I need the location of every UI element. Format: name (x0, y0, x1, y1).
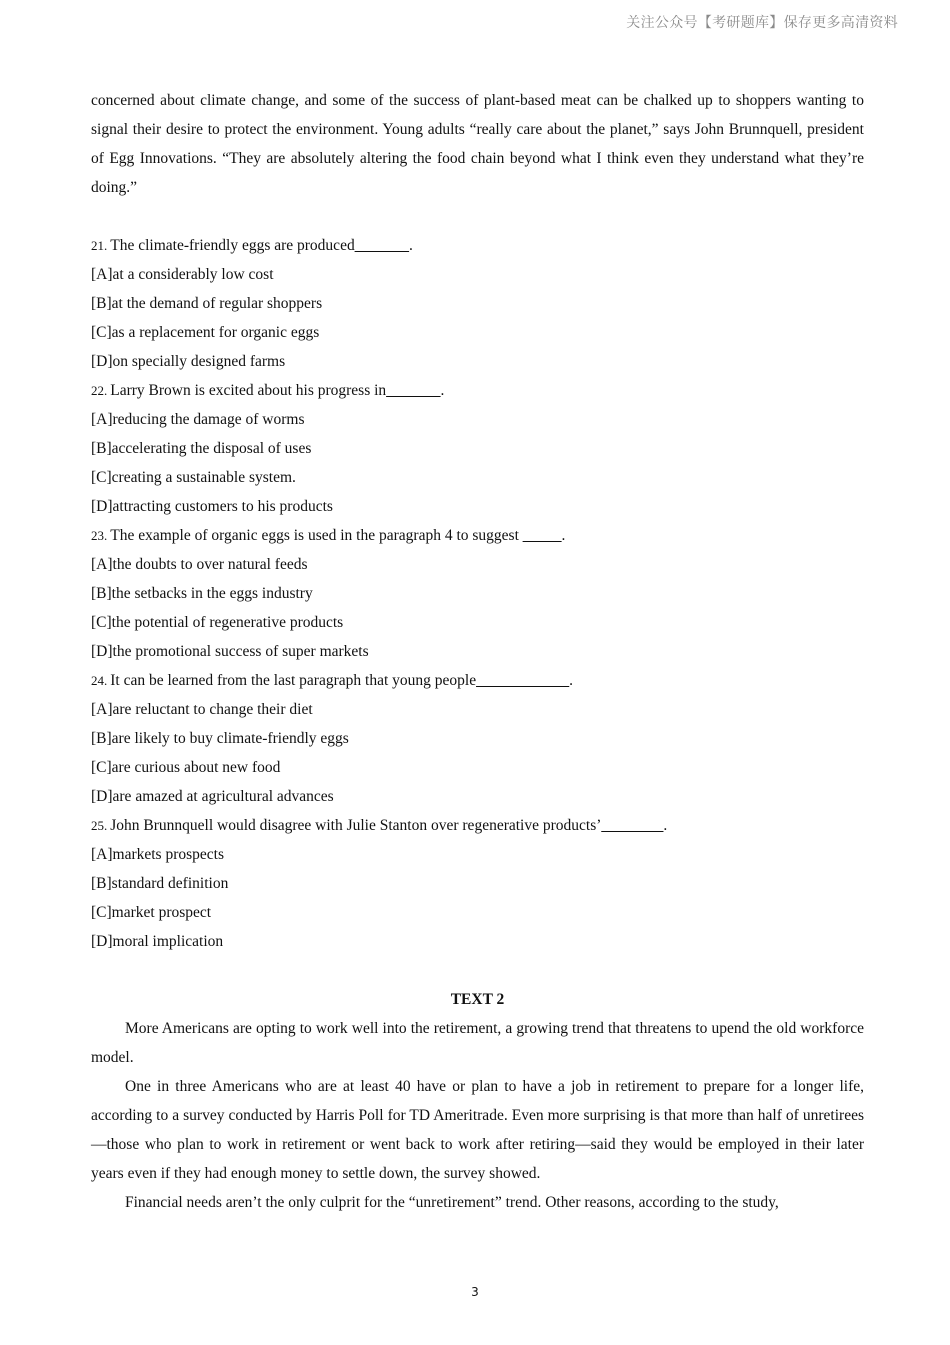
answer-option: [B]accelerating the disposal of uses (91, 440, 312, 457)
question-blank: _____ (522, 527, 562, 544)
question-number: 22. (91, 383, 108, 398)
question-end: . (569, 672, 573, 689)
answer-option: [B]are likely to buy climate-friendly eggs (91, 730, 349, 747)
answer-option: [C]market prospect (91, 904, 212, 921)
text2-paragraph-2: One in three Americans who are at least 40 have or plan to have a job in retirement to prepare for a longer life, according to a survey conducted by Harris Poll for TD Ameritrade. Even more surprising is that more than half of unretirees—those who plan to work in retirement or went back to work after retiring—said they would be employed in their later years even if they had enough money to settle down, the survey showed. (91, 1078, 864, 1182)
text2-paragraph-3: Financial needs aren’t the only culprit for the “unretirement” trend. Other reasons, according to the study, (125, 1194, 779, 1211)
question-end: . (663, 817, 668, 834)
question-number: 23. (91, 528, 108, 543)
question-stem (91, 376, 864, 405)
question-list (91, 231, 864, 956)
watermark-header: 关注公众号【考研题库】保存更多高清资料 (626, 15, 898, 31)
answer-option: [A]markets prospects (91, 846, 224, 863)
question-blank: _______ (354, 237, 409, 254)
question-stem (91, 231, 864, 260)
question-stem: Larry Brown is excited about his progress in (110, 382, 387, 399)
answer-option: [A]the doubts to over natural feeds (91, 556, 308, 573)
section-title: TEXT 2 (450, 991, 505, 1008)
answer-option: [C]as a replacement for organic eggs (91, 324, 320, 341)
answer-option: [C]the potential of regenerative products (91, 614, 344, 631)
text2-paragraph-1: More Americans are opting to work well into the retirement, a growing trend that threatens to upend the old workforce model. (91, 1020, 864, 1066)
question-stem: It can be learned from the last paragraph that young people (110, 672, 477, 689)
answer-option: [B]the setbacks in the eggs industry (91, 585, 313, 602)
question-number: 25. (91, 818, 108, 833)
answer-option: [A]are reluctant to change their diet (91, 701, 313, 718)
answer-option: [D]attracting customers to his products (91, 498, 333, 515)
question-number: 24. (91, 673, 108, 688)
answer-option: [D]moral implication (91, 933, 224, 950)
answer-option: [B]standard definition (91, 875, 229, 892)
question-end: . (561, 527, 566, 544)
answer-option: [D]the promotional success of super markets (91, 643, 369, 660)
answer-option: [D]on specially designed farms (91, 353, 286, 370)
question-stem: John Brunnquell would disagree with Julie Stanton over regenerative products’ (110, 817, 602, 834)
spacer (91, 956, 864, 985)
answer-option: [A]at a considerably low cost (91, 266, 274, 283)
spacer (91, 202, 864, 231)
answer-option: [C]are curious about new food (91, 759, 281, 776)
intro-paragraph: concerned about climate change, and some of the success of plant-based meat can be chalked up to shoppers wanting to signal their desire to protect the environment. Young adults “really care about the planet,” says John Brunnquell, president of Egg Innovations. “They are absolutely altering the food chain beyond what I think even they understand what they’re doing.” (91, 92, 864, 196)
question-number: 21. (91, 238, 108, 253)
question-stem: The example of organic eggs is used in the paragraph 4 to suggest (110, 527, 523, 544)
answer-option: [D]are amazed at agricultural advances (91, 788, 334, 805)
page-number: 3 (471, 1285, 479, 1299)
answer-option: [B]at the demand of regular shoppers (91, 295, 323, 312)
question-end: . (440, 382, 445, 399)
question-stem (91, 521, 864, 550)
answer-option: [A]reducing the damage of worms (91, 411, 305, 428)
question-blank: _______ (386, 382, 441, 399)
answer-option: [C]creating a sustainable system. (91, 469, 296, 486)
question-blank: ____________ (476, 672, 570, 689)
question-stem (91, 811, 864, 840)
question-end: . (408, 237, 413, 254)
question-stem: The climate-friendly eggs are produced (110, 237, 355, 254)
question-stem (91, 666, 864, 695)
page-content (91, 86, 864, 1217)
question-blank: ________ (601, 817, 664, 834)
